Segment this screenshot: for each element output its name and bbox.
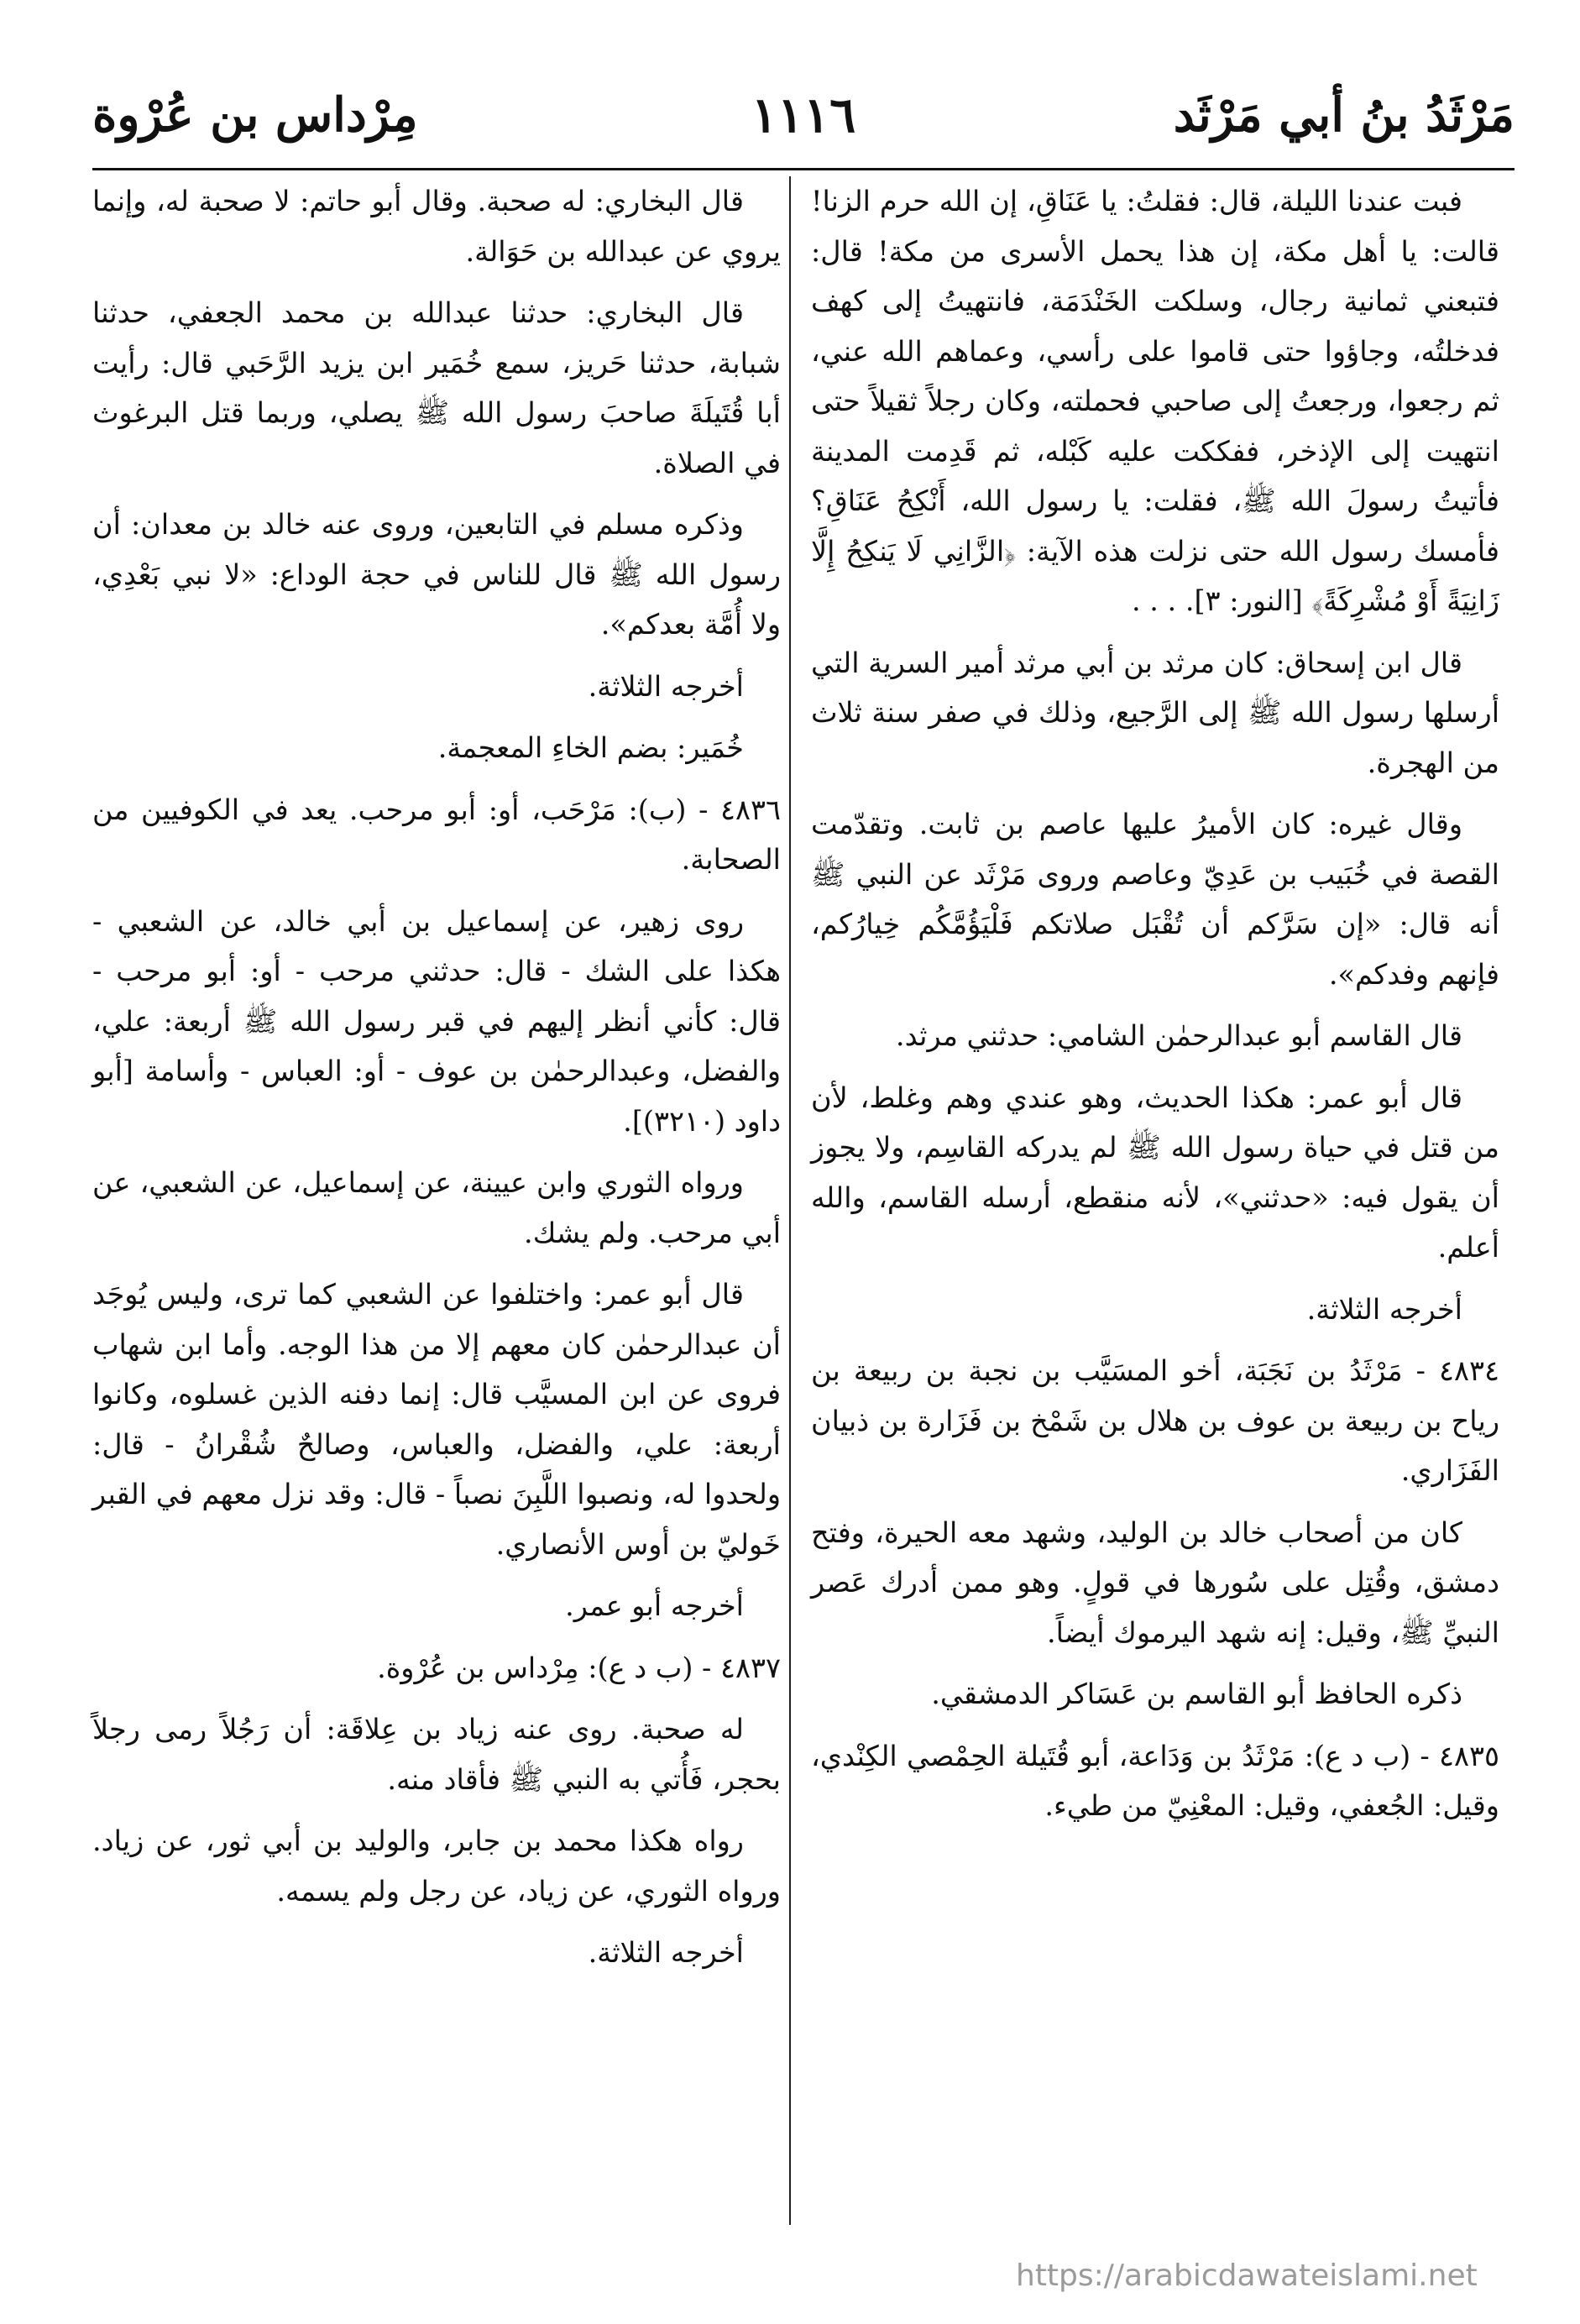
paragraph: وذكره مسلم في التابعين، وروى عنه خالد بن معدان: أن رسول الله ﷺ قال للناس في حجة الوداع: «لا نبي بَعْدِي، ولا أُمَّة بعدكم». xyxy=(92,508,781,641)
paragraph: قال البخاري: له صحبة. وقال أبو حاتم: لا صحبة له، وإنما يروي عن عبدالله بن حَوَالة. xyxy=(92,185,781,268)
entry-4836: ٤٨٣٦ - (ب): مَرْحَب، أو: أبو مرحب. يعد في الكوفيين من الصحابة. xyxy=(92,793,781,876)
paragraph: قال أبو عمر: هكذا الحديث، وهو عندي وهم وغلط، لأن من قتل في حياة رسول الله ﷺ لم يدركه القاسِم، ولا يجوز أن يقول فيه: «حدثني»، لأنه منقطع، أرسله القاسم، والله أعلم. xyxy=(811,1081,1499,1264)
header-left-title: مِرْداس بن عُرْوة xyxy=(92,87,418,143)
entry-4837: ٤٨٣٧ - (ب د ع): مِرْداس بن عُرْوة. xyxy=(377,1651,781,1684)
paragraph: قال البخاري: حدثنا عبدالله بن محمد الجعفي، حدثنا شبابة، حدثنا حَريز، سمع خُمَير ابن يزيد الرَّحَبي قال: رأيت أبا قُتَيلَةَ صاحبَ رسول الله ﷺ يصلي، وربما قتل البرغوث في الصلاة. xyxy=(92,296,781,479)
paragraph: خُمَير: بضم الخاءِ المعجمة. xyxy=(437,731,744,764)
paragraph: فبت عندنا الليلة، قال: فقلتُ: يا عَنَاقِ، إن الله حرم الزنا! قالت: يا أهل مكة، إن هذا يحمل الأسرى من مكة! قال: فتبعني ثمانية رجال، وسلكت الخَنْدَمَة، فانتهيتُ إلى كهف فدخلتُه، وجاؤوا حتى قاموا على رأسي، وعماهم الله عني، ثم رجعوا، ورجعتُ إلى صاحبي فحملته، وكان رجلاً ثقيلاً حتى انتهيت إلى الإذخر، ففككت عليه كَبْله، ثم قَدِمت المدينة فأتيتُ رسولَ الله ﷺ، فقلت: يا رسول الله، أَنْكِحُ عَنَاقِ؟ فأمسك رسول الله حتى نزلت هذه الآية: ﴿الزَّانِي لَا يَنكِحُ إِلَّا زَانِيَةً أَوْ مُشْرِكَةً﴾ [النور: ٣]. . . . xyxy=(811,185,1499,617)
paragraph: له صحبة. روى عنه زياد بن عِلاقَة: أن رَجُلاً رمى رجلاً بحجر، فَأُتي به النبي ﷺ فأقاد منه. xyxy=(92,1713,781,1796)
running-header xyxy=(92,77,1515,170)
paragraph: وقال غيره: كان الأميرُ عليها عاصم بن ثابت. وتقدّمت القصة في خُبَيب بن عَدِيّ وعاصم وروى مَرْثَد عن النبي ﷺ أنه قال: «إن سَرَّكم أن تُقْبَل صلاتكم فَلْيَؤُمَّكُم خِيارُكم، فإنهم وفدكم». xyxy=(811,808,1499,991)
paragraph: أخرجه الثلاثة. xyxy=(588,669,744,703)
paragraph: ذكره الحافظ أبو القاسم بن عَسَاكر الدمشقي. xyxy=(931,1678,1462,1710)
header-right-title: مَرْثَدُ بنُ أبي مَرْثَد xyxy=(1173,87,1515,143)
column-divider xyxy=(789,176,791,2225)
paragraph: قال ابن إسحاق: كان مرثد بن أبي مرثد أمير السرية التي أرسلها رسول الله ﷺ إلى الرَّجيع، وذلك في صفر سنة ثلاث من الهجرة. xyxy=(811,646,1499,779)
paragraph: قال القاسم أبو عبدالرحمٰن الشامي: حدثني مرثد. xyxy=(895,1019,1462,1052)
paragraph: روى زهير، عن إسماعيل بن أبي خالد، عن الشعبي - هكذا على الشك - قال: حدثني مرحب - أو: أبو مرحب - قال: كأني أنظر إليهم في قبر رسول الله ﷺ أربعة: علي، والفضل، وعبدالرحمٰن بن عوف - أو: العباس - وأسامة [أبو داود (٣٢١٠)]. xyxy=(92,904,781,1138)
left-column xyxy=(92,176,781,1990)
header-rule xyxy=(92,168,1515,170)
paragraph: أخرجه أبو عمر. xyxy=(565,1589,744,1622)
watermark-url: https://arabicdawateislami.net xyxy=(1016,2259,1478,2293)
paragraph: قال أبو عمر: واختلفوا عن الشعبي كما ترى، وليس يُوجَد أن عبدالرحمٰن كان معهم إلا من هذا الوجه. وأما ابن شهاب فروى عن ابن المسيَّب قال: إنما دفنه الذين غسلوه، وكانوا أربعة: علي، والفضل، والعباس، وصالحٌ شُقْرانُ - قال: ولحدوا له، ونصبوا اللَّبِنَ نصباً - قال: وقد نزل معهم في القبر خَوليّ بن أوس الأنصاري. xyxy=(92,1278,781,1561)
entry-4834: ٤٨٣٤ - مَرْثَدُ بن نَجَبَة، أخو المسَيَّب بن نجبة بن ربيعة بن رياح بن ربيعة بن عوف بن هلال بن شَمْخ بن فَزَارة بن ذبيان الفَزَاري. xyxy=(811,1354,1499,1487)
right-column xyxy=(811,176,1499,1843)
paragraph: ورواه الثوري وابن عيينة، عن إسماعيل، عن الشعبي، عن أبي مرحب. ولم يشك. xyxy=(92,1166,781,1249)
paragraph: رواه هكذا محمد بن جابر، والوليد بن أبي ثور، عن زياد. ورواه الثوري، عن زياد، عن رجل ولم يسمه. xyxy=(92,1824,781,1908)
paragraph: كان من أصحاب خالد بن الوليد، وشهد معه الحيرة، وفتح دمشق، وقُتِل على سُورها في قولٍ. وهو ممن أدرك عَصر النبيِّ ﷺ، وقيل: إنه شهد اليرموك أيضاً. xyxy=(811,1515,1499,1649)
page-number: ١١١٦ xyxy=(751,86,856,144)
paragraph: أخرجه الثلاثة. xyxy=(1306,1292,1462,1326)
entry-4835: ٤٨٣٥ - (ب د ع): مَرْثَدُ بن وَدَاعة، أبو قُتَيلة الحِمْصي الكِنْدي، وقيل: الجُعفي، وقيل: المعْنِيّ من طيء. xyxy=(811,1739,1499,1822)
paragraph: أخرجه الثلاثة. xyxy=(588,1936,744,1969)
